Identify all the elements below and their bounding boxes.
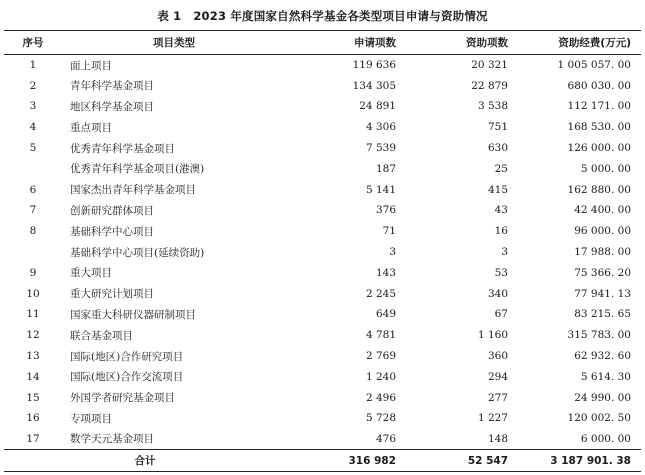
cell-applications: 134 305 — [352, 79, 396, 92]
cell-type: 国家杰出青年科学基金项目 — [70, 184, 196, 197]
cell-funding: 162 880. 00 — [567, 183, 631, 196]
table-title: 2023 年度国家自然科学基金各类型项目申请与资助情况 — [193, 9, 488, 23]
cell-funded: 148 — [487, 432, 508, 445]
cell-funded: 340 — [487, 287, 508, 300]
cell-type: 基础科学中心项目 — [70, 225, 154, 238]
cell-seq: 13 — [26, 350, 40, 363]
table-row — [4, 96, 641, 117]
cell-applications: 4 306 — [365, 121, 396, 134]
header-row — [4, 31, 641, 55]
header-applications: 申请项数 — [286, 31, 404, 55]
cell-funding: 83 215. 65 — [574, 308, 631, 321]
cell-funded: 415 — [487, 183, 508, 196]
funding-table — [4, 30, 641, 472]
cell-type: 联合基金项目 — [70, 329, 133, 342]
cell-funded: 43 — [494, 204, 508, 217]
cell-seq: 10 — [26, 287, 40, 300]
cell-type: 国际(地区)合作研究项目 — [70, 350, 184, 363]
total-applications: 316 982 — [286, 450, 404, 472]
cell-applications: 7 539 — [365, 142, 396, 155]
table-caption — [0, 8, 645, 24]
cell-funded: 67 — [494, 308, 508, 321]
cell-applications: 24 891 — [359, 100, 396, 113]
cell-type: 面上项目 — [70, 59, 112, 72]
cell-funding: 24 990. 00 — [574, 391, 631, 404]
table-body — [4, 55, 641, 450]
table-row — [4, 325, 641, 346]
cell-funded: 16 — [494, 225, 508, 238]
cell-funding: 17 988. 00 — [574, 246, 631, 259]
cell-type: 青年科学基金项目 — [70, 80, 154, 93]
table-row — [4, 221, 641, 242]
cell-type: 创新研究群体项目 — [70, 204, 154, 217]
table-header — [4, 31, 641, 55]
cell-applications: 476 — [375, 432, 396, 445]
cell-type: 基础科学中心项目(延续资助) — [70, 246, 205, 259]
cell-seq: 17 — [26, 432, 40, 445]
table-row — [4, 117, 641, 138]
table-row — [4, 158, 641, 179]
total-funded: 52 547 — [404, 450, 516, 472]
cell-type: 地区科学基金项目 — [70, 100, 154, 113]
total-row — [4, 450, 641, 472]
cell-funding: 42 400. 00 — [574, 204, 631, 217]
cell-funding: 77 941. 13 — [574, 287, 631, 300]
table-row — [4, 75, 641, 96]
cell-applications: 2 245 — [365, 287, 396, 300]
cell-funding: 5 614. 30 — [580, 370, 631, 383]
cell-seq: 5 — [29, 142, 37, 155]
cell-funded: 294 — [487, 370, 508, 383]
cell-type: 重大项目 — [70, 267, 112, 280]
cell-applications: 143 — [375, 266, 396, 279]
cell-seq: 6 — [29, 183, 37, 196]
cell-type: 重大研究计划项目 — [70, 288, 154, 301]
table-row — [4, 242, 641, 263]
cell-applications: 649 — [375, 308, 396, 321]
cell-funded: 277 — [487, 391, 508, 404]
table-row — [4, 304, 641, 325]
cell-type: 优秀青年科学基金项目(港澳) — [70, 163, 205, 176]
cell-applications: 5 728 — [365, 412, 396, 425]
cell-applications: 2 769 — [365, 350, 396, 363]
cell-type: 国家重大科研仪器研制项目 — [70, 308, 196, 321]
cell-funding: 168 530. 00 — [567, 121, 631, 134]
cell-funding: 96 000. 00 — [574, 225, 631, 238]
cell-applications: 376 — [375, 204, 396, 217]
table-row — [4, 366, 641, 387]
cell-seq: 8 — [29, 225, 37, 238]
cell-funding: 680 030. 00 — [567, 79, 631, 92]
cell-funded: 3 538 — [477, 100, 508, 113]
total-label: 合计 — [4, 450, 286, 472]
cell-funding: 315 783. 00 — [567, 329, 631, 342]
cell-applications: 5 141 — [365, 183, 396, 196]
cell-applications: 187 — [375, 162, 396, 175]
cell-funding: 5 000. 00 — [580, 162, 631, 175]
cell-funded: 751 — [487, 121, 508, 134]
table-row — [4, 262, 641, 283]
cell-funding: 1 005 057. 00 — [557, 59, 631, 72]
cell-funding: 126 000. 00 — [567, 142, 631, 155]
table-row — [4, 408, 641, 429]
cell-applications: 2 496 — [365, 391, 396, 404]
cell-funding: 62 932. 60 — [574, 350, 631, 363]
cell-applications: 3 — [389, 246, 396, 259]
table-row — [4, 55, 641, 76]
cell-type: 外国学者研究基金项目 — [70, 392, 175, 405]
cell-applications: 119 636 — [352, 59, 396, 72]
cell-funded: 3 — [501, 246, 508, 259]
table-row — [4, 346, 641, 367]
cell-funded: 1 160 — [477, 329, 508, 342]
cell-applications: 4 781 — [365, 329, 396, 342]
cell-funded: 360 — [487, 350, 508, 363]
header-type: 项目类型 — [62, 31, 286, 55]
cell-seq: 4 — [29, 121, 37, 134]
cell-seq: 14 — [26, 370, 40, 383]
table-row — [4, 200, 641, 221]
cell-funded: 630 — [487, 142, 508, 155]
header-funded: 资助项数 — [404, 31, 516, 55]
cell-seq: 11 — [26, 308, 40, 321]
cell-funding: 75 366. 20 — [574, 266, 631, 279]
header-seq: 序号 — [4, 31, 62, 55]
cell-seq — [4, 242, 62, 263]
cell-funding: 6 000. 00 — [580, 432, 631, 445]
cell-funded: 20 321 — [471, 59, 508, 72]
cell-seq: 7 — [29, 204, 37, 217]
cell-type: 专项项目 — [70, 412, 112, 425]
total-funding: 3 187 901. 38 — [516, 450, 641, 472]
table-footer — [4, 450, 641, 472]
header-funding: 资助经费(万元) — [516, 31, 641, 55]
table-number: 表 1 — [157, 9, 182, 23]
cell-type: 国际(地区)合作交流项目 — [70, 371, 184, 384]
cell-type: 重点项目 — [70, 121, 112, 134]
table-row — [4, 387, 641, 408]
cell-type: 数学天元基金项目 — [70, 433, 154, 446]
cell-seq: 1 — [29, 59, 37, 72]
cell-seq: 12 — [26, 329, 40, 342]
cell-seq: 15 — [26, 391, 40, 404]
cell-funded: 53 — [494, 266, 508, 279]
cell-seq — [4, 158, 62, 179]
cell-funding: 112 171. 00 — [567, 100, 631, 113]
table-row — [4, 429, 641, 450]
table-row — [4, 283, 641, 304]
cell-applications: 71 — [382, 225, 396, 238]
cell-type: 优秀青年科学基金项目 — [70, 142, 175, 155]
table-row — [4, 179, 641, 200]
cell-seq: 9 — [29, 266, 37, 279]
cell-funding: 120 002. 50 — [567, 412, 631, 425]
cell-funded: 1 227 — [477, 412, 508, 425]
cell-seq: 16 — [26, 412, 40, 425]
cell-funded: 25 — [494, 162, 508, 175]
cell-funded: 22 879 — [471, 79, 508, 92]
cell-applications: 1 240 — [365, 370, 396, 383]
table-row — [4, 138, 641, 159]
cell-seq: 3 — [29, 100, 37, 113]
cell-seq: 2 — [29, 79, 37, 92]
